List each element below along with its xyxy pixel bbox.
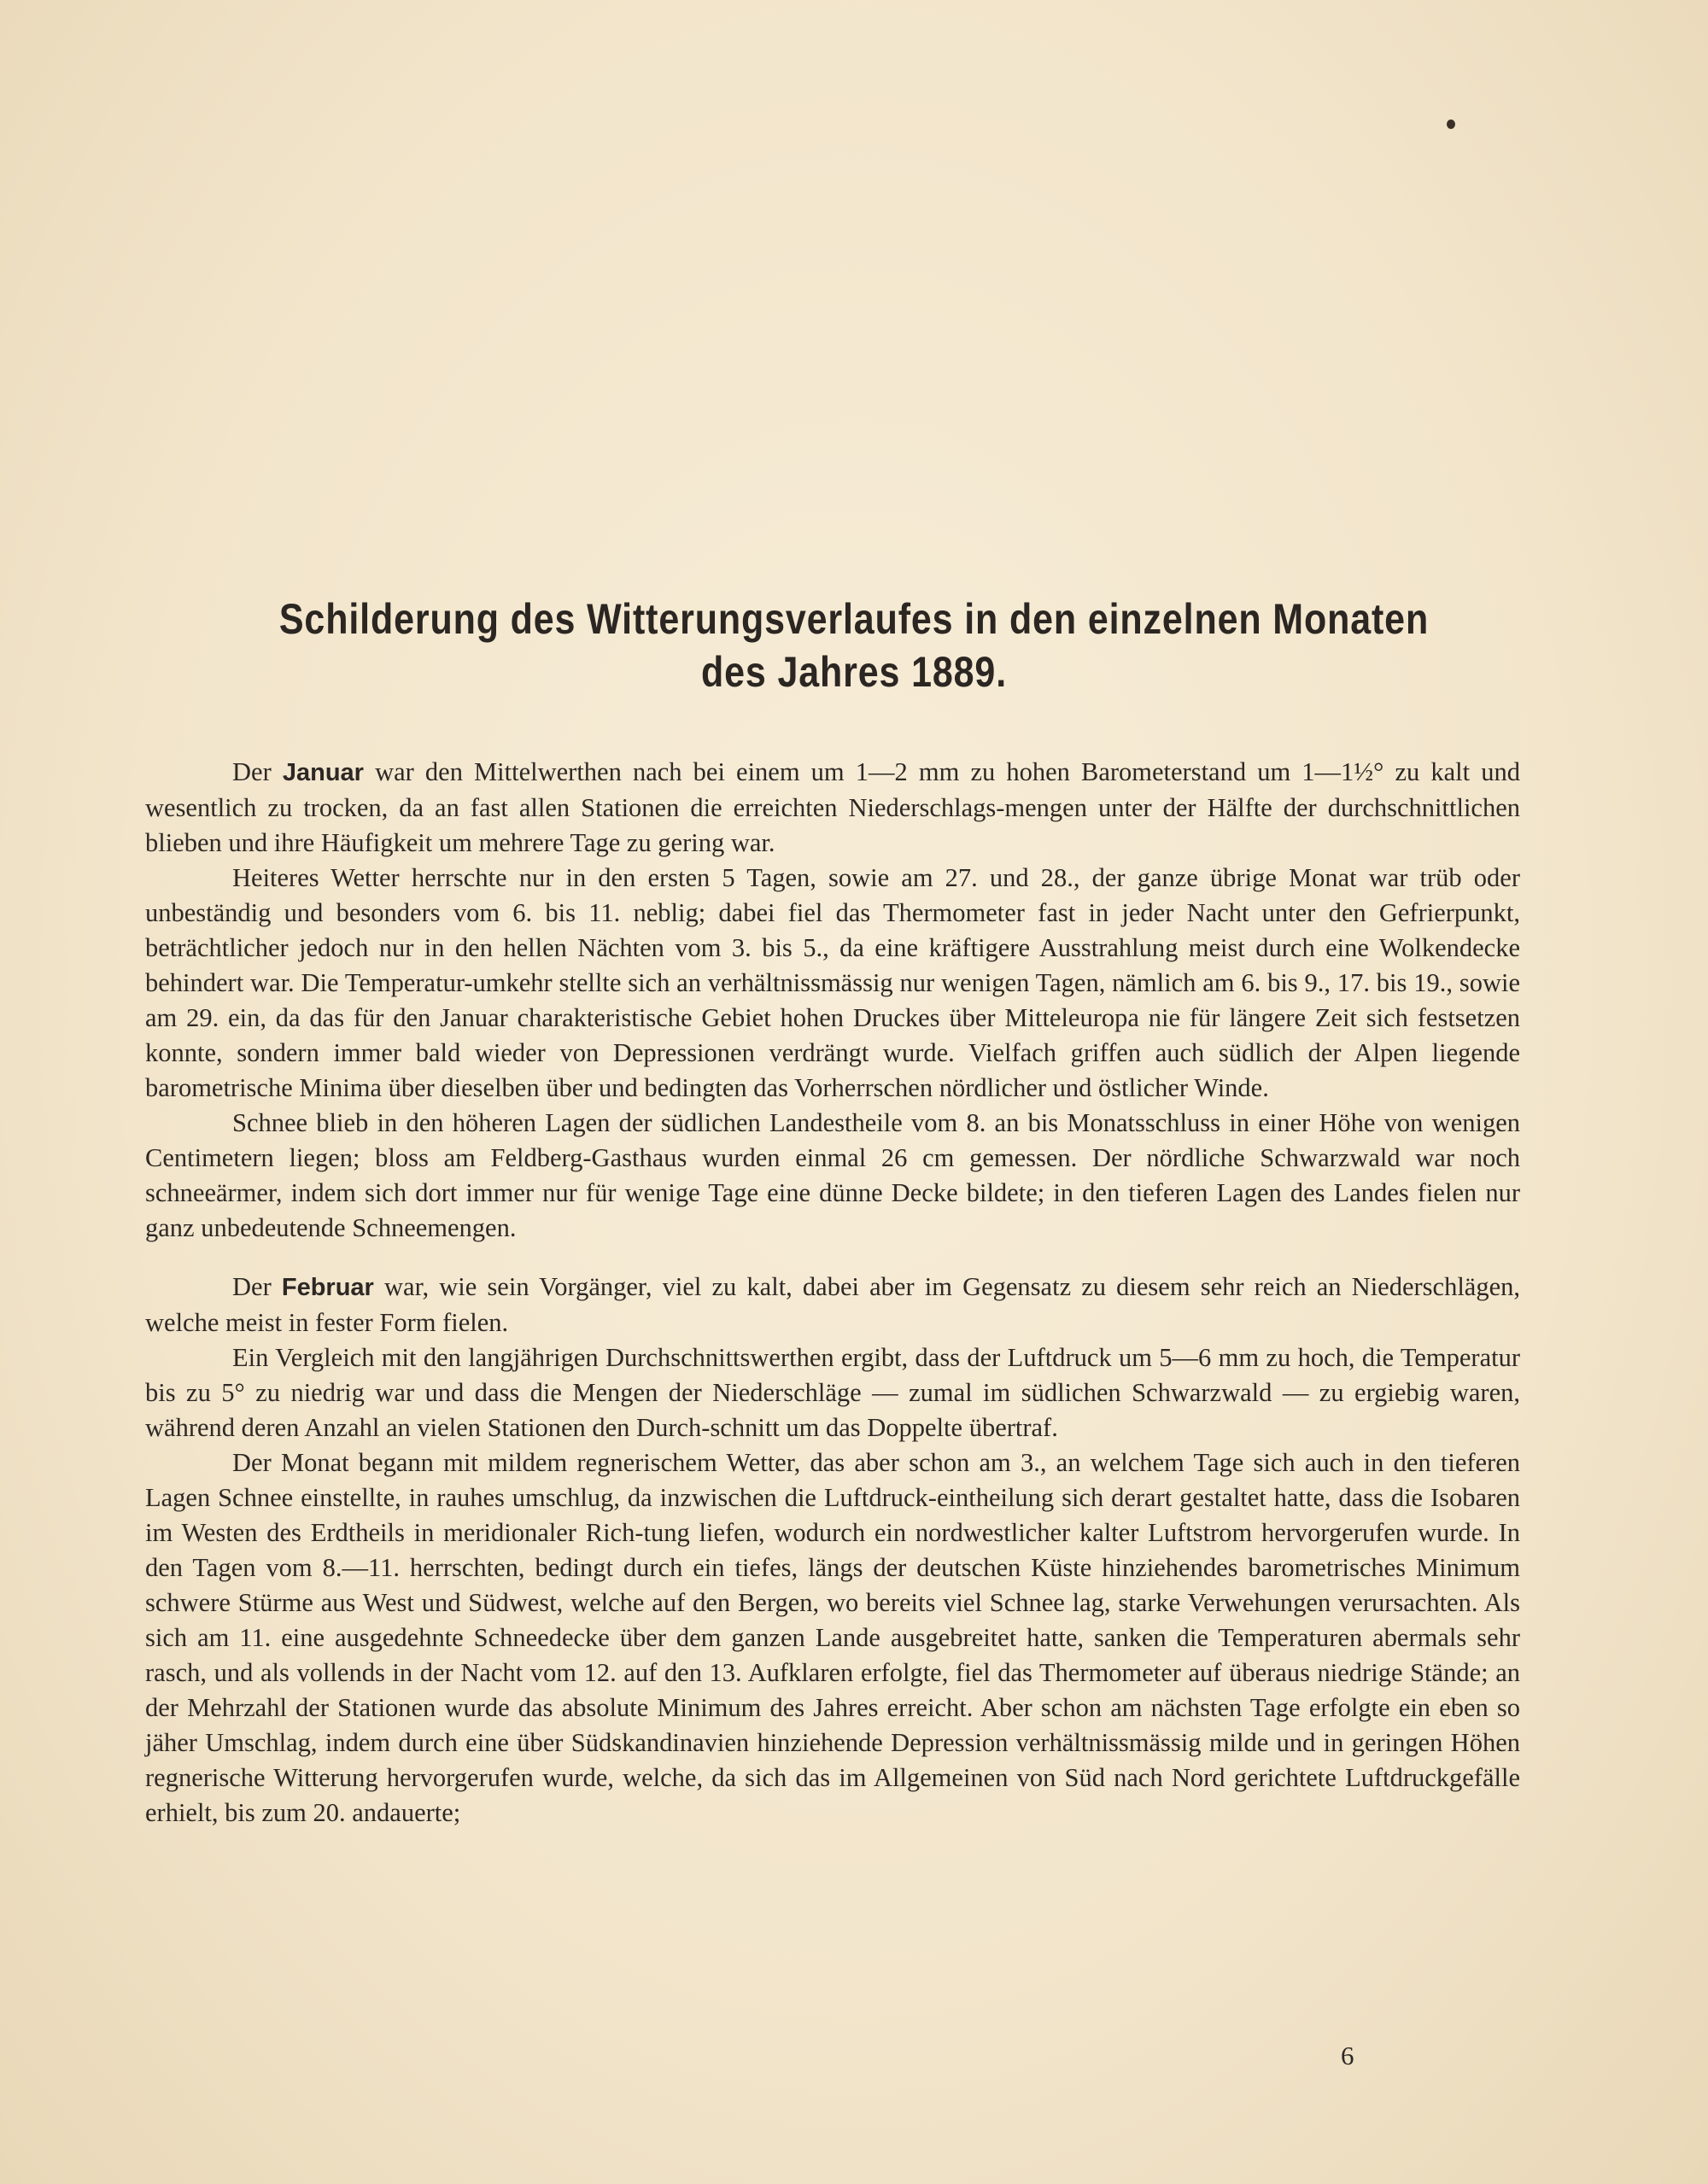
ink-speck (1447, 120, 1455, 129)
paragraph-lead: Der (232, 1272, 282, 1301)
paragraph-text: war den Mittelwerthen nach bei einem um 1—2 mm zu hohen Barometerstand um 1—1½° zu kalt und wesentlich zu trocken, da an fast allen Stationen die erreichten Niederschlags-mengen unter der Hälfte der durchschnittlichen blieben und ihre Häufigkeit um mehrere Tage zu gering war. (145, 757, 1520, 857)
paragraph-februar-intro (145, 1270, 1520, 1340)
body-text (145, 755, 1520, 1831)
paragraph-lead: Der (232, 757, 283, 786)
paragraph-januar-weather: Heiteres Wetter herrschte nur in den ersten 5 Tagen, sowie am 27. und 28., der ganze übrige Monat war trüb oder unbeständig und besonders vom 6. bis 11. neblig; dabei fiel das Thermometer fast in jeder Nacht unter den Gefrierpunkt, beträchtlicher jedoch nur in den hellen Nächten vom 3. bis 5., da eine kräftigere Ausstrahlung meist durch eine Wolkendecke behindert war. Die Temperatur-umkehr stellte sich an verhältnissmässig nur wenigen Tagen, nämlich am 6. bis 9., 17. bis 19., sowie am 29. ein, da das für den Januar charakteristische Gebiet hohen Druckes über Mitteleuropa nie für längere Zeit sich festsetzen konnte, sondern immer bald wieder von Depressionen verdrängt wurde. Vielfach griffen auch südlich der Alpen liegende barometrische Minima über dieselben über und bedingten das Vorherrschen nördlicher und östlicher Winde. (145, 863, 1520, 1102)
paragraph-text: war, wie sein Vorgänger, viel zu kalt, dabei aber im Gegensatz zu diesem sehr reich an Niederschlägen, welche meist in fester Form fielen. (145, 1272, 1520, 1337)
page-number: 6 (1341, 2041, 1354, 2070)
title-line-2: des Jahres 1889. (700, 648, 1008, 696)
title-line-1: Schilderung des Witterungsverlaufes in den einzelnen Monaten (278, 595, 1430, 643)
paragraph-januar-snow: Schnee blieb in den höheren Lagen der südlichen Landestheile vom 8. an bis Monatsschluss in einer Höhe von wenigen Centimetern liegen; bloss am Feldberg-Gasthaus wurden einmal 26 cm gemessen. Der nördliche Schwarzwald war noch schneeärmer, indem sich dort immer nur für wenige Tage eine dünne Decke bildete; in den tieferen Lagen des Landes fielen nur ganz unbedeutende Schneemengen. (145, 1108, 1520, 1242)
paragraph-februar-course: Der Monat begann mit mildem regnerischem Wetter, das aber schon am 3., an welchem Tage sich auch in den tieferen Lagen Schnee einstellte, in rauhes umschlug, da inzwischen die Luftdruck-eintheilung sich derart gestaltet hatte, dass die Isobaren im Westen des Erdtheils in meridionaler Rich-tung liefen, wodurch ein nordwestlicher kalter Luftstrom hervorgerufen wurde. In den Tagen vom 8.—11. herrschten, bedingt durch ein tiefes, längs der deutschen Küste hinziehendes barometrisches Minimum schwere Stürme aus West und Südwest, welche auf den Bergen, wo bereits viel Schnee lag, starke Verwehungen verursachten. Als sich am 11. eine ausgedehnte Schneedecke über dem ganzen Lande ausgebreitet hatte, sanken die Temperaturen abermals sehr rasch, und als vollends in der Nacht vom 12. auf den 13. Aufklaren erfolgte, fiel das Thermometer auf überaus niedrige Stände; an der Mehrzahl der Stationen wurde das absolute Minimum des Jahres erreicht. Aber schon am nächsten Tage erfolgte ein eben so jäher Umschlag, indem durch eine über Südskandinavien hinziehende Depression verhältnissmässig milde und in geringen Höhen regnerische Witterung hervorgerufen wurde, welche, da sich das im Allgemeinen von Süd nach Nord gerichtete Luftdruckgefälle erhielt, bis zum 20. andauerte; (145, 1448, 1520, 1827)
month-name-februar: Februar (281, 1274, 374, 1301)
paragraph-januar-intro (145, 755, 1520, 861)
page-title (237, 593, 1471, 698)
month-name-januar: Januar (282, 759, 364, 786)
paragraph-februar-comparison: Ein Vergleich mit den langjährigen Durchschnittswerthen ergibt, dass der Luftdruck um 5—6 mm zu hoch, die Temperatur bis zu 5° zu niedrig war und dass die Mengen der Niederschläge — zumal im südlichen Schwarzwald — zu ergiebig waren, während deren Anzahl an vielen Stationen den Durch-schnitt um das Doppelte übertraf. (145, 1343, 1520, 1442)
